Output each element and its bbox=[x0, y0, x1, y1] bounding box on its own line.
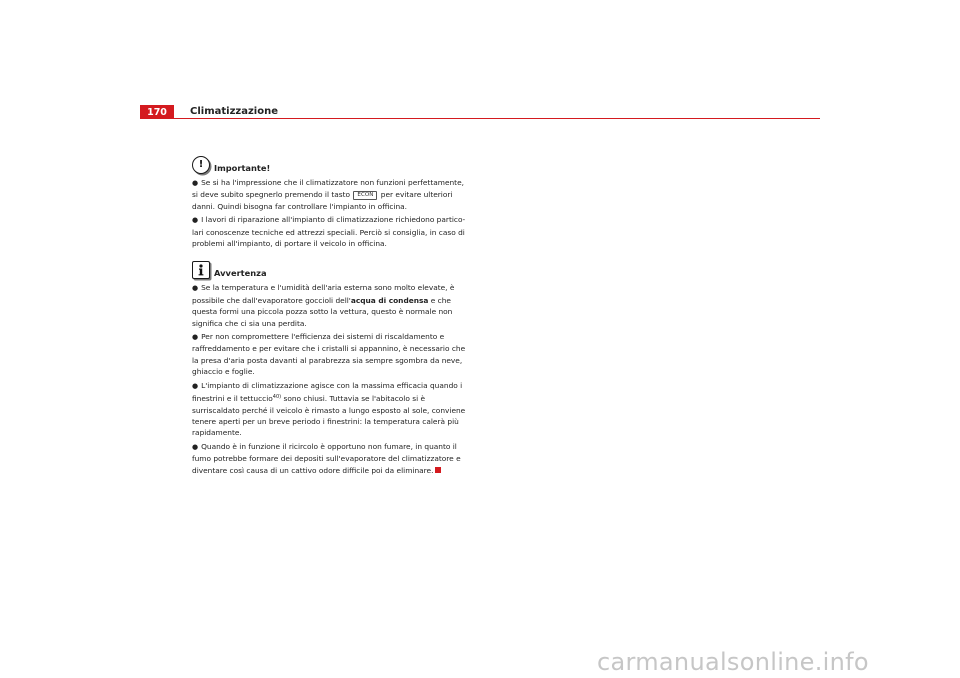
note-item bbox=[192, 282, 467, 329]
important-item bbox=[192, 214, 467, 249]
bullet-icon: ● bbox=[192, 333, 199, 342]
page-number: 170 bbox=[140, 105, 174, 119]
note-item-text: sono chiusi. Tuttavia se l'abitacolo si è surriscaldato perché il veicolo è rimasto a lungo esposto al sole, conviene tenere aperti per un breve periodo i finestrini: la temperatura calerà più rapidamente. bbox=[192, 394, 466, 438]
note-item-text: Per non compromettere l'efficienza dei sistemi di riscaldamento e raffreddamento e per evitare che i cristalli si appannino, è necessario che la presa d'aria posta davanti al parabrezza sia sempre sgombra da neve, ghiaccio e foglie. bbox=[192, 332, 466, 377]
chapter-title: Climatizzazione bbox=[190, 106, 278, 117]
note-item bbox=[192, 441, 467, 476]
note-section bbox=[192, 261, 467, 476]
important-item-text: Se si ha l'impressione che il climatizzatore non funzioni perfettamente, si deve subito spegnerlo premendo il tasto bbox=[192, 178, 464, 200]
bullet-icon: ● bbox=[192, 284, 199, 293]
note-item-text: Quando è in funzione il ricircolo è opportuno non fumare, in quanto il fumo potrebbe formare dei depositi sull'evaporatore del climatizzatore e diventare così causa di un cattivo odore difficile poi da eliminare. bbox=[192, 441, 461, 475]
bullet-icon: ● bbox=[192, 442, 199, 451]
important-section bbox=[192, 156, 467, 249]
condensate-term: acqua di condensa bbox=[350, 295, 429, 305]
econ-key-symbol: ECON bbox=[353, 191, 377, 200]
bullet-icon: ● bbox=[192, 216, 199, 225]
important-title: Importante! bbox=[214, 163, 271, 173]
note-item-text: L'impianto di climatizzazione agisce con la massima efficacia quando i finestrini e il tettuccio bbox=[192, 380, 463, 404]
section-end-icon bbox=[435, 467, 441, 473]
note-item bbox=[192, 380, 467, 439]
page-content bbox=[192, 156, 467, 478]
watermark: carmanualsonline.info bbox=[597, 648, 869, 676]
important-item bbox=[192, 177, 467, 212]
header-rule bbox=[140, 118, 820, 119]
note-item-text: e che questa formi una piccola pozza sotto la vettura, questo è normale non significa che ci sia una perdita. bbox=[192, 295, 453, 328]
footnote-reference[interactable]: 40) bbox=[272, 394, 282, 401]
note-heading bbox=[192, 261, 467, 279]
exclamation-circle-icon: ! bbox=[192, 156, 210, 174]
info-note-icon bbox=[192, 261, 210, 279]
important-item-text: I lavori di riparazione all'impianto di climatizzazione richiedono particolari conoscenze tecniche ed attrezzi speciali. Perciò si consiglia, in caso di problemi all'impianto, di portare il veicolo in officina. bbox=[192, 215, 466, 249]
bullet-icon: ● bbox=[192, 179, 199, 187]
note-title: Avvertenza bbox=[214, 268, 267, 279]
note-item bbox=[192, 331, 467, 378]
note-item-text: Se la temperatura e l'umidità dell'aria esterna sono molto elevate, è possibile che dall'evaporatore goccioli dell' bbox=[192, 283, 455, 305]
important-item-text: per evitare ulteriori danni. Quindi bisogna far controllare l'impianto in officina. bbox=[192, 190, 453, 211]
important-heading bbox=[192, 156, 467, 174]
bullet-icon: ● bbox=[192, 381, 199, 390]
